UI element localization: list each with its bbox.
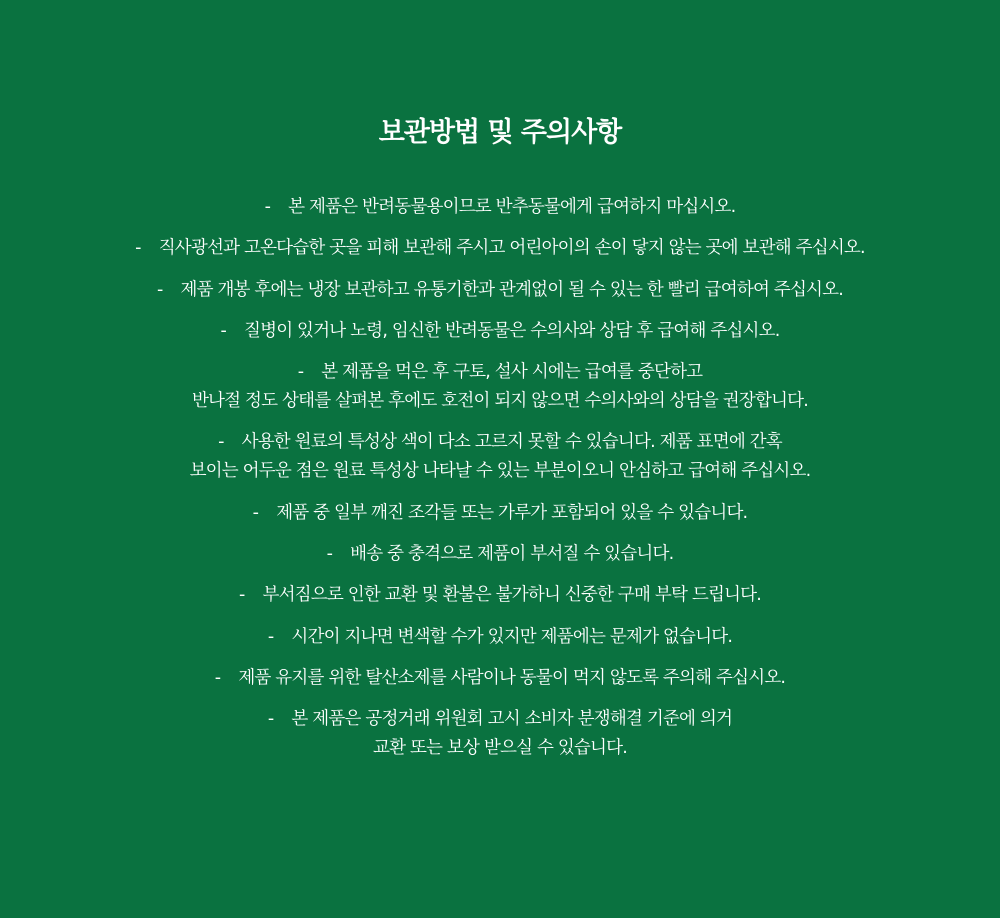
bullet-dash: -: [297, 362, 304, 383]
notice-line: [0, 457, 1000, 486]
notice-line: [0, 540, 1000, 569]
notice-item: [0, 358, 1000, 416]
bullet-dash: -: [218, 432, 224, 453]
notice-item: [0, 428, 1000, 486]
notice-line: [0, 234, 1000, 263]
notice-item: [0, 705, 1000, 763]
notice-line: [0, 734, 1000, 763]
notice-text: 직사광선과 고온다습한 곳을 피해 보관해 주시고 어린아이의 손이 닿지 않는 곳에 보관해 주십시오.: [158, 238, 865, 259]
notice-line: [0, 193, 1000, 222]
notice-line: [0, 705, 1000, 734]
notice-line: [0, 581, 1000, 610]
bullet-dash: -: [214, 667, 221, 688]
notice-text: 사용한 원료의 특성상 색이 다소 고르지 못할 수 있습니다. 제품 표면에 간혹: [241, 432, 782, 453]
notice-item: [0, 499, 1000, 528]
notice-item: [0, 317, 1000, 346]
bullet-dash: -: [220, 320, 226, 341]
notice-item: [0, 623, 1000, 652]
notice-text: 질병이 있거나 노령, 임신한 반려동물은 수의사와 상담 후 급여해 주십시오.: [243, 320, 780, 341]
notice-line: [0, 317, 1000, 346]
bullet-dash: -: [267, 709, 274, 730]
notice-text: 배송 중 충격으로 제품이 부서질 수 있습니다.: [350, 544, 674, 565]
notice-text: 부서짐으로 인한 교환 및 환불은 불가하니 신중한 구매 부탁 드립니다.: [262, 585, 762, 606]
notice-item: [0, 193, 1000, 222]
notice-item: [0, 581, 1000, 610]
bullet-dash: -: [135, 238, 141, 259]
bullet-dash: -: [252, 502, 259, 523]
notice-item: [0, 664, 1000, 693]
notice-line: [0, 623, 1000, 652]
bullet-dash: -: [156, 279, 163, 300]
notice-line: [0, 358, 1000, 387]
notice-line: [0, 664, 1000, 693]
notice-line: [0, 276, 1000, 305]
notice-line: [0, 428, 1000, 457]
notice-text: 반나절 정도 상태를 살펴본 후에도 호전이 되지 않으면 수의사와의 상담을 권장합니다.: [191, 391, 809, 412]
notice-item: [0, 540, 1000, 569]
notice-text: 보이는 어두운 점은 원료 특성상 나타날 수 있는 부분이오니 안심하고 급여해 주십시오.: [189, 461, 811, 482]
notice-item: [0, 276, 1000, 305]
notice-text: 본 제품은 반려동물용이므로 반추동물에게 급여하지 마십시오.: [288, 197, 736, 217]
bullet-dash: -: [326, 544, 333, 565]
notice-text: 본 제품을 먹은 후 구토, 설사 시에는 급여를 중단하고: [321, 362, 703, 383]
page-title: 보관방법 및 주의사항: [378, 117, 622, 148]
notice-text: 본 제품은 공정거래 위원회 고시 소비자 분쟁해결 기준에 의거: [291, 709, 733, 730]
notice-text: 제품 유지를 위한 탈산소제를 사람이나 동물이 먹지 않도록 주의해 주십시오.: [238, 667, 786, 688]
notice-line: [0, 499, 1000, 528]
bullet-dash: -: [267, 626, 274, 647]
bullet-dash: -: [238, 585, 245, 606]
bullet-dash: -: [264, 197, 271, 217]
notice-text: 제품 개봉 후에는 냉장 보관하고 유통기한과 관계없이 될 수 있는 한 빨리 급여하여 주십시오.: [180, 279, 844, 300]
notice-line: [0, 387, 1000, 416]
notice-text: 시간이 지나면 변색할 수가 있지만 제품에는 문제가 없습니다.: [291, 626, 733, 647]
notice-text: 제품 중 일부 깨진 조각들 또는 가루가 포함되어 있을 수 있습니다.: [276, 502, 748, 523]
notice-item: [0, 234, 1000, 263]
notice-text: 교환 또는 보상 받으실 수 있습니다.: [372, 738, 628, 759]
notice-list: [0, 193, 1000, 763]
